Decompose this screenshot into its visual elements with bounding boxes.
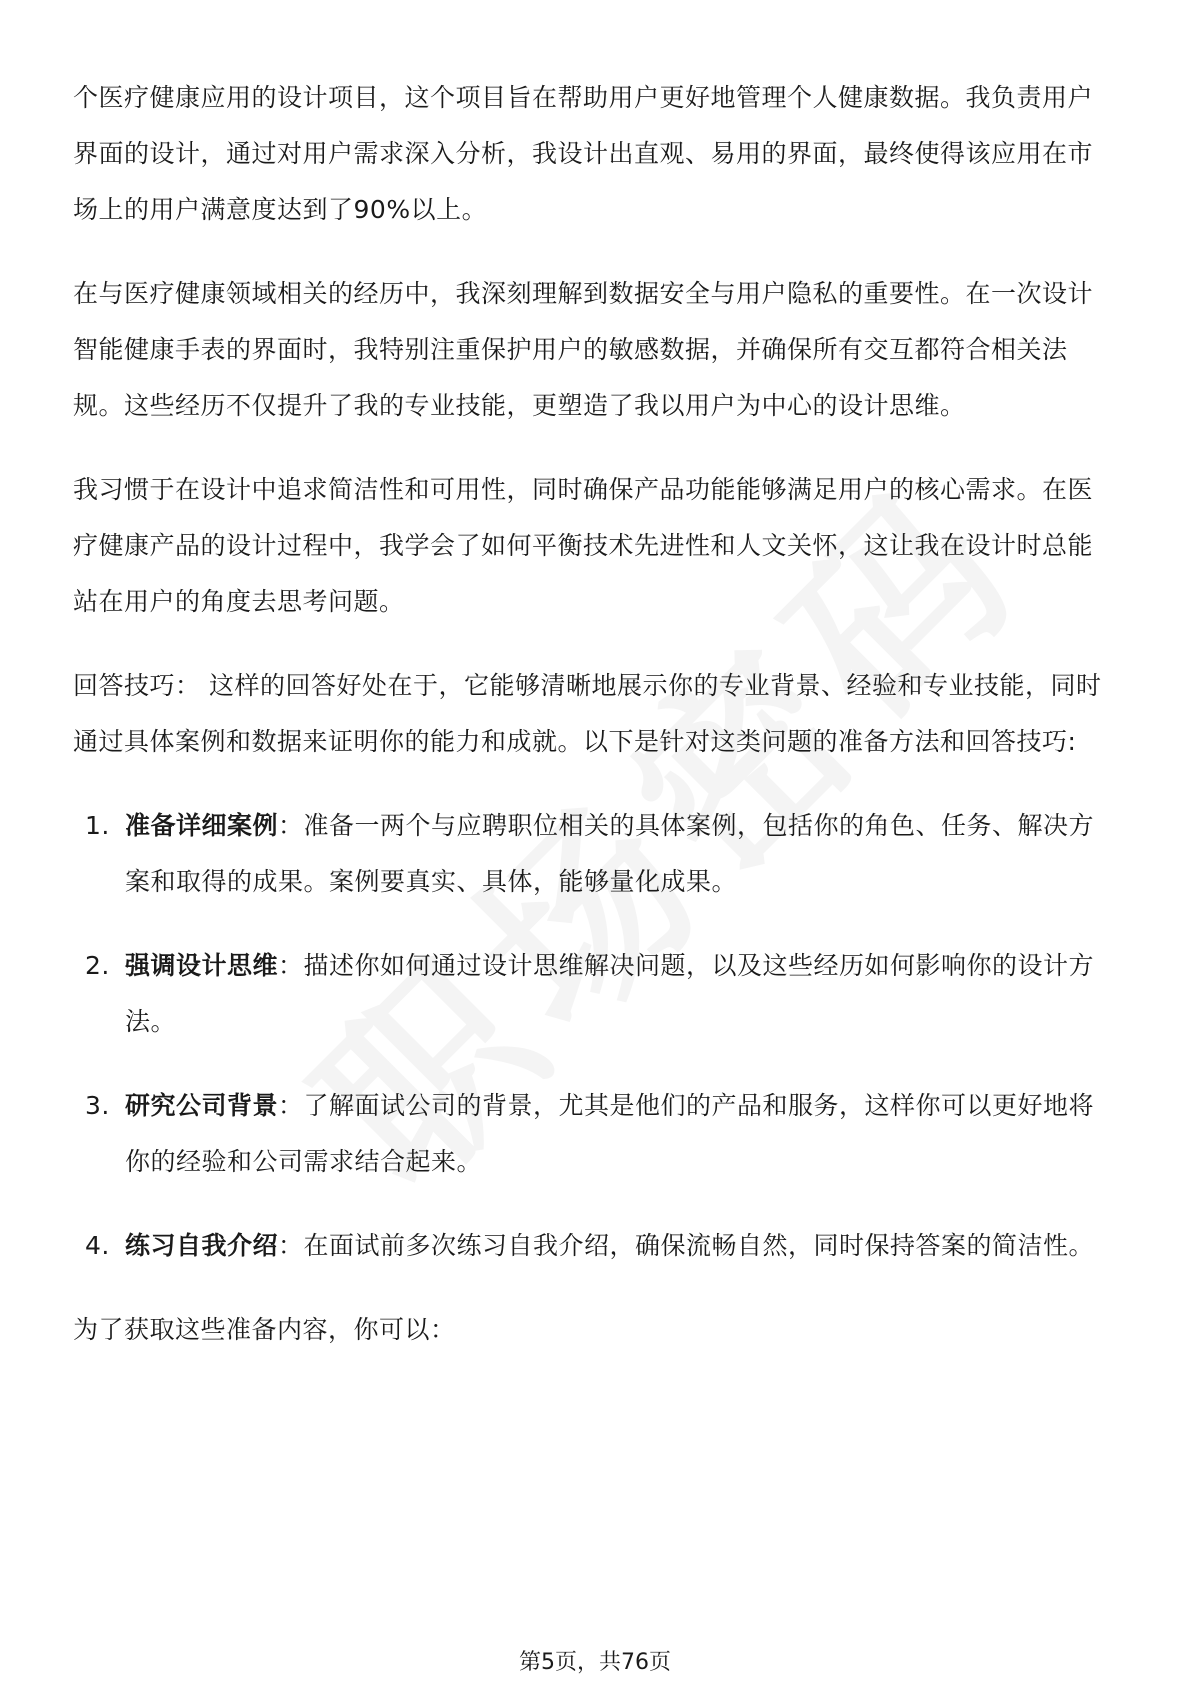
list-term: 研究公司背景	[125, 1091, 279, 1120]
tips-list	[73, 798, 1118, 1274]
list-text: ：描述你如何通过设计思维解决问题，以及这些经历如何影响你的设计方法。	[125, 951, 1095, 1036]
paragraph-closing: 为了获取这些准备内容，你可以：	[73, 1315, 456, 1344]
paragraph-answer-tips: 回答技巧： 这样的回答好处在于，它能够清晰地展示你的专业背景、经验和专业技能，同时通过具体案例和数据来证明你的能力和成就。以下是针对这类问题的准备方法和回答技巧:	[73, 671, 1102, 756]
paragraph-project-intro: 个医疗健康应用的设计项目，这个项目旨在帮助用户更好地管理个人健康数据。我负责用户界面的设计，通过对用户需求深入分析，我设计出直观、易用的界面，最终使得该应用在市场上的用户满意度达到了90%以上。	[73, 83, 1094, 224]
list-number: 1.	[85, 811, 110, 840]
paragraph-healthcare-experience: 在与医疗健康领域相关的经历中，我深刻理解到数据安全与用户隐私的重要性。在一次设计智能健康手表的界面时，我特别注重保护用户的敏感数据，并确保所有交互都符合相关法规。这些经历不仅提升了我的专业技能，更塑造了我以用户为中心的设计思维。	[73, 279, 1094, 420]
list-term: 练习自我介绍	[125, 1231, 279, 1260]
list-number: 2.	[85, 951, 110, 980]
list-item	[73, 1078, 1118, 1190]
list-text: ：在面试前多次练习自我介绍，确保流畅自然，同时保持答案的简洁性。	[278, 1231, 1095, 1260]
document-body	[73, 70, 1118, 1386]
list-text: ：了解面试公司的背景，尤其是他们的产品和服务，这样你可以更好地将你的经验和公司需求结合起来。	[125, 1091, 1095, 1176]
list-number: 4.	[85, 1231, 110, 1260]
list-item	[73, 938, 1118, 1050]
list-number: 3.	[85, 1091, 110, 1120]
list-term: 准备详细案例	[125, 811, 279, 840]
list-term: 强调设计思维	[125, 951, 279, 980]
list-text: ：准备一两个与应聘职位相关的具体案例，包括你的角色、任务、解决方案和取得的成果。案例要真实、具体，能够量化成果。	[125, 811, 1095, 896]
page-footer: 第5页，共76页	[519, 1650, 671, 1675]
list-item	[73, 798, 1118, 910]
paragraph-design-habits: 我习惯于在设计中追求简洁性和可用性，同时确保产品功能能够满足用户的核心需求。在医疗健康产品的设计过程中，我学会了如何平衡技术先进性和人文关怀，这让我在设计时总能站在用户的角度去思考问题。	[73, 475, 1094, 616]
list-item	[73, 1218, 1118, 1274]
